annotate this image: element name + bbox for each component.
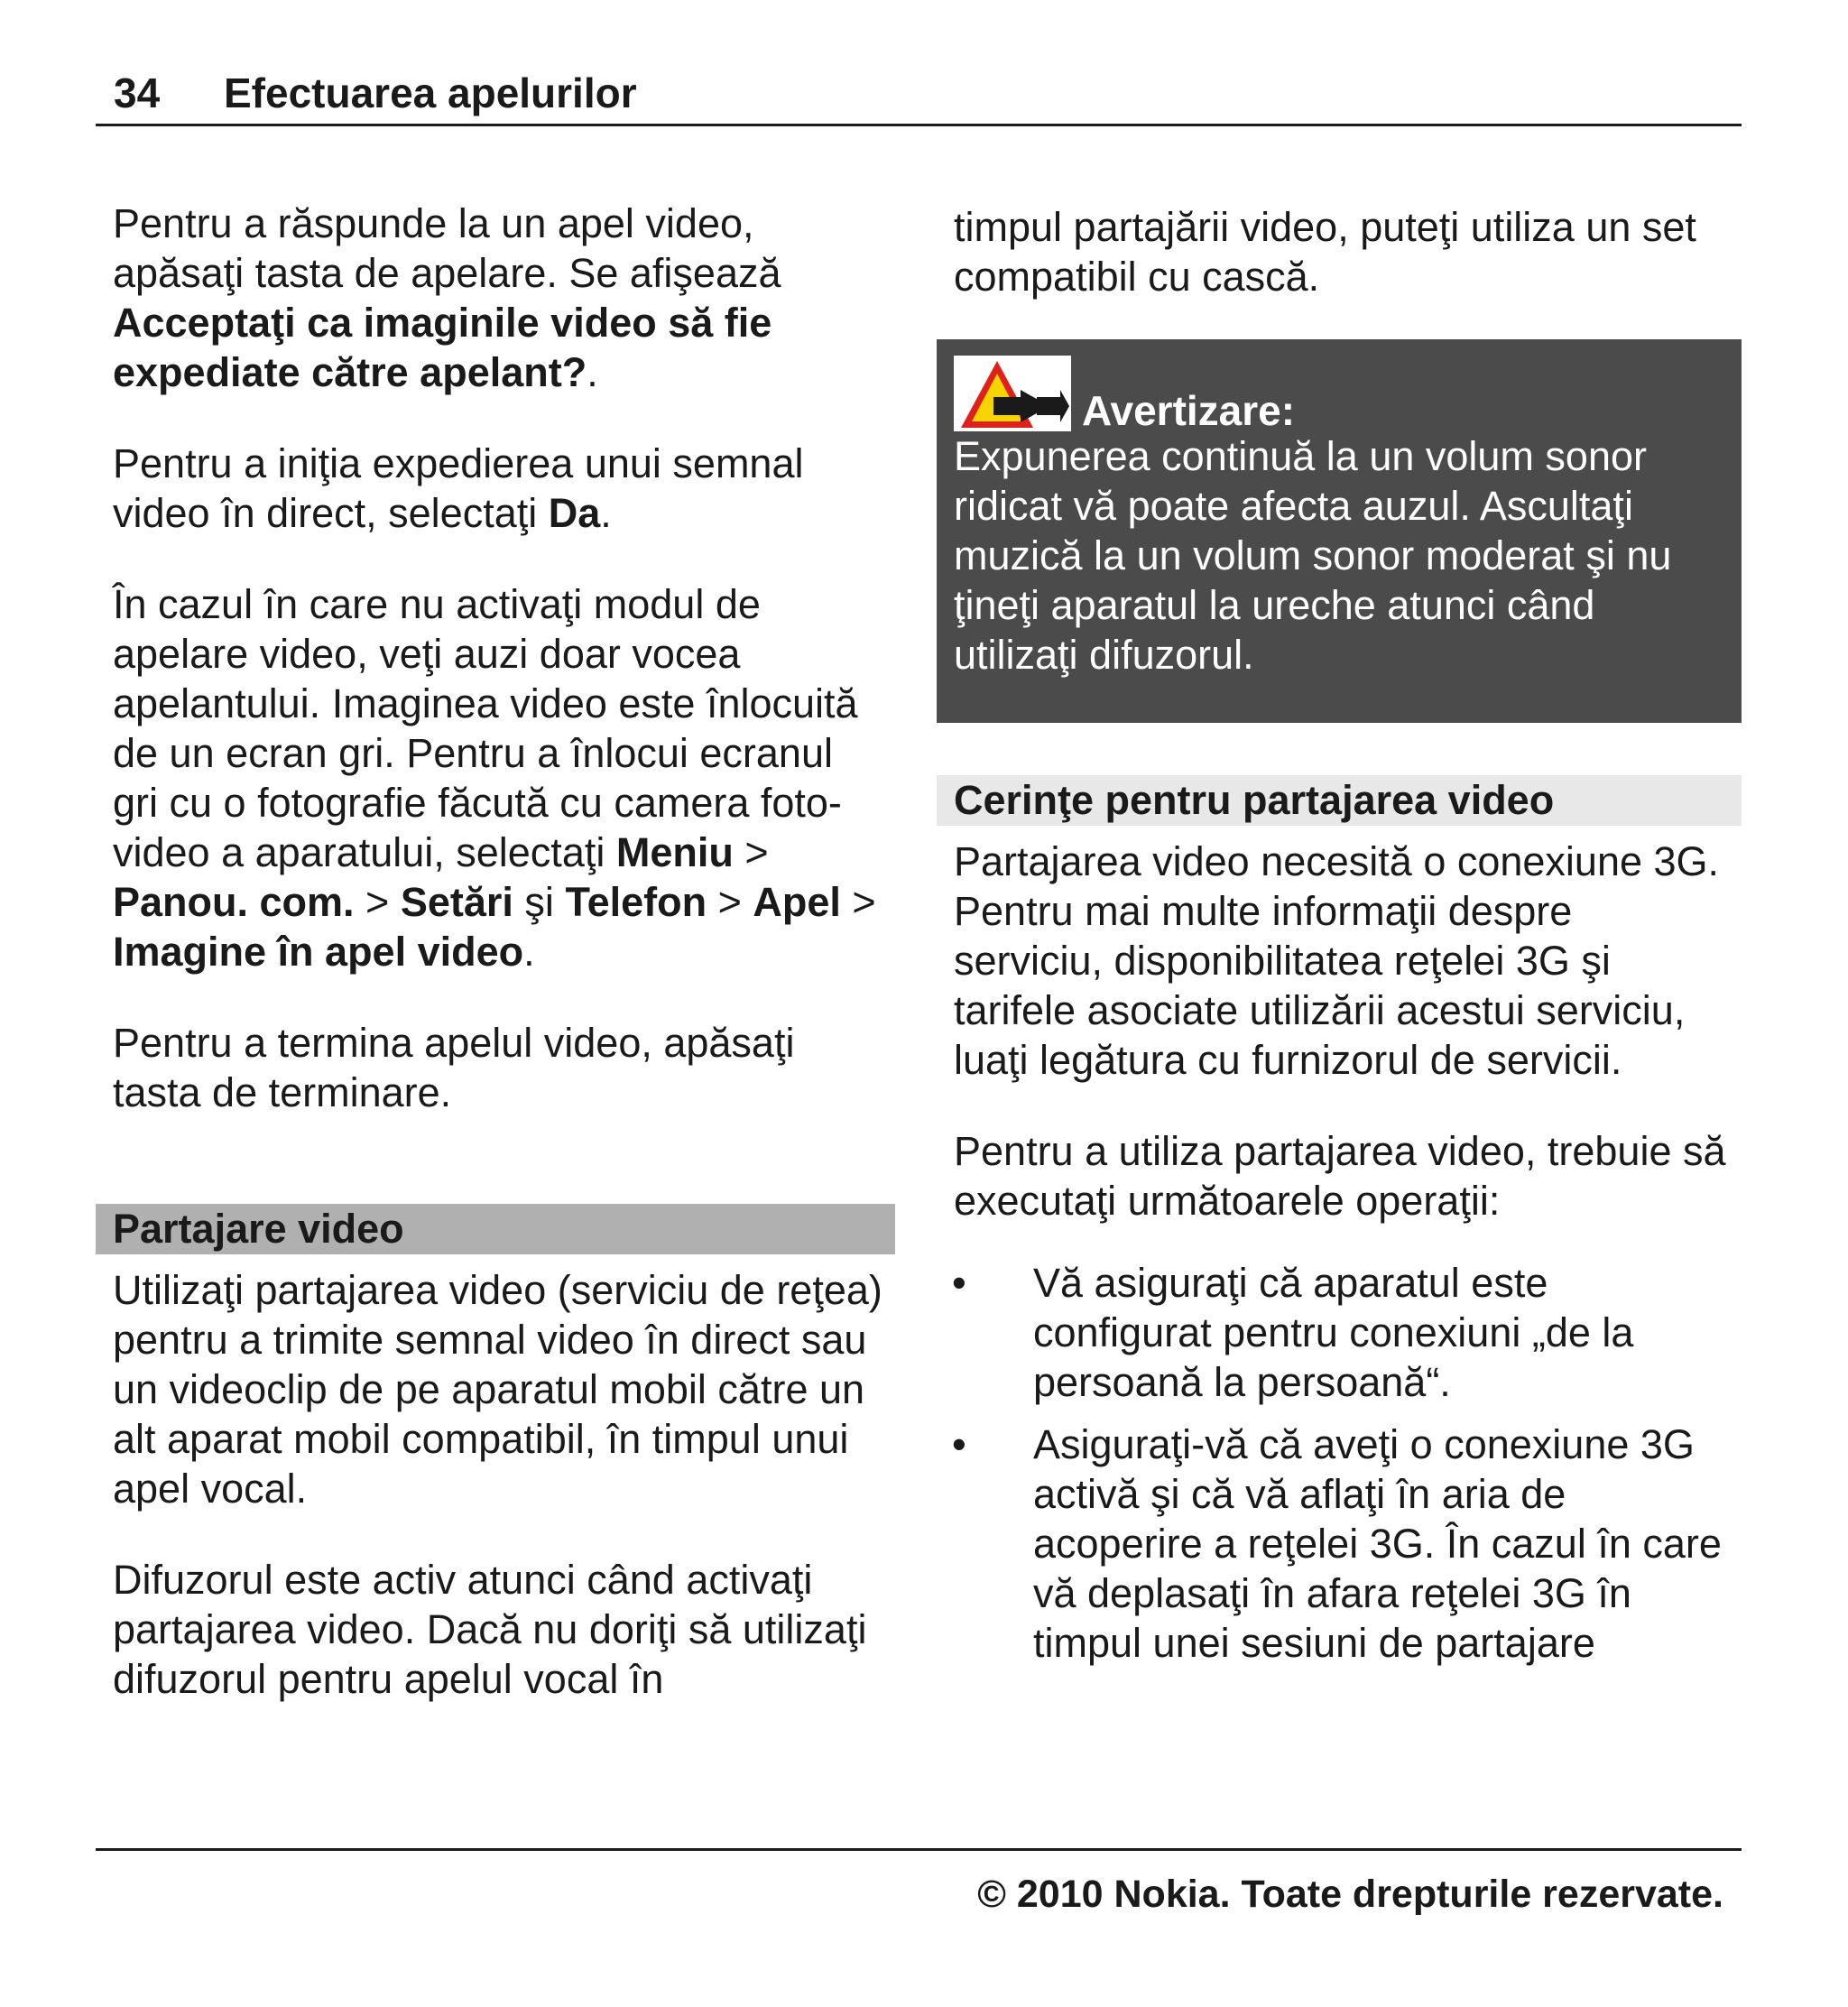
paragraph-requirements: Partajarea video necesită o conexiune 3G. Pentru mai multe informaţii despre serviciu, disponibilitatea reţelei 3G şi tarifele asociate utilizării acestui serviciu, luaţi legătura cu furnizorul de servicii. [954, 838, 1720, 1083]
copyright-text: © 2010 Nokia. Toate drepturile rezervate. [977, 1873, 1723, 1916]
paragraph-continued: timpul partajării video, puteţi utiliza un set compatibil cu cască. [954, 204, 1696, 300]
menu-path-setari: Setări [400, 879, 513, 925]
page-number: 34 [114, 69, 161, 116]
page-title: Efectuarea apelurilor [224, 69, 637, 116]
bullet-marker: • [952, 1421, 966, 1467]
page-header [96, 63, 1742, 126]
paragraph-video-sharing-intro: Utilizaţi partajarea video (serviciu de reţea) pentru a trimite semnal video în direct sau un videoclip de pe aparatul mobil către un alt aparat mobil compatibil, în timpul unui apel vocal. [113, 1267, 882, 1512]
warning-box [937, 339, 1742, 723]
left-column [96, 199, 895, 1745]
paragraph-grey-screen: În cazul în care nu activaţi modul de apelare video, veţi auzi doar vocea apelantului. Imaginea video este înlocuită de un ecran gri. Pentru a înlocui ecranul gri cu o fotografie făcută cu camera foto-video a aparatului, selectaţi Meniu > Panou. com. > Setări şi Telefon > Apel > Imagine în apel video. [113, 581, 876, 975]
menu-path-apel: Apel [753, 879, 841, 925]
prompt-text: Acceptaţi ca imaginile video să fie expediate către apelant? [113, 300, 772, 395]
option-da: Da [548, 490, 601, 536]
list-item: • Asiguraţi-vă că aveţi o conexiune 3G activă şi că vă aflaţi în aria de acoperire a reţelei 3G. În cazul în care vă deplasaţi în afara reţelei 3G în timpul unei sesiuni de partajare [952, 1421, 1722, 1666]
paragraph-steps-intro: Pentru a utiliza partajarea video, trebuie să executaţi următoarele operaţii: [954, 1128, 1726, 1224]
section-heading-partajare-video: Partajare video [96, 1204, 895, 1254]
menu-path-meniu: Meniu [615, 829, 734, 875]
warning-header [954, 350, 1724, 434]
section-heading-cerinte: Cerinţe pentru partajarea video [937, 775, 1742, 826]
bullet-marker: • [952, 1260, 966, 1306]
right-column [937, 202, 1742, 1680]
paragraph-start-video: Pentru a iniţia expedierea unui semnal video în direct, selectaţi Da. [113, 440, 804, 536]
menu-path-imagine: Imagine în apel video [113, 929, 524, 975]
paragraph-speaker: Difuzorul este activ atunci când activaţi partajarea video. Dacă nu doriţi să utilizaţi difuzorul pentru apelul vocal în [113, 1557, 867, 1702]
warning-title: Avertizare: [1082, 387, 1296, 434]
paragraph-end-call: Pentru a termina apelul video, apăsaţi tasta de terminare. [113, 1020, 795, 1115]
warning-text: Expunerea continuă la un volum sonor ridicat vă poate afecta auzul. Ascultaţi muzică la un volum sonor moderat şi nu ţineţi aparatul la ureche atunci când utilizaţi difuzorul. [954, 433, 1672, 678]
menu-path-telefon: Telefon [565, 879, 707, 925]
warning-triangle-icon [954, 356, 1071, 431]
paragraph-answer-video-call: Pentru a răspunde la un apel video, apăsaţi tasta de apelare. Se afişează Acceptaţi ca imaginile video să fie expediate către apelant?. [113, 200, 781, 395]
menu-path-panou: Panou. com. [113, 879, 355, 925]
list-item: • Vă asiguraţi că aparatul este configurat pentru conexiuni „de la persoană la persoană“. [952, 1260, 1634, 1405]
requirements-list [937, 1258, 1742, 1668]
page-footer [96, 1848, 1742, 1916]
